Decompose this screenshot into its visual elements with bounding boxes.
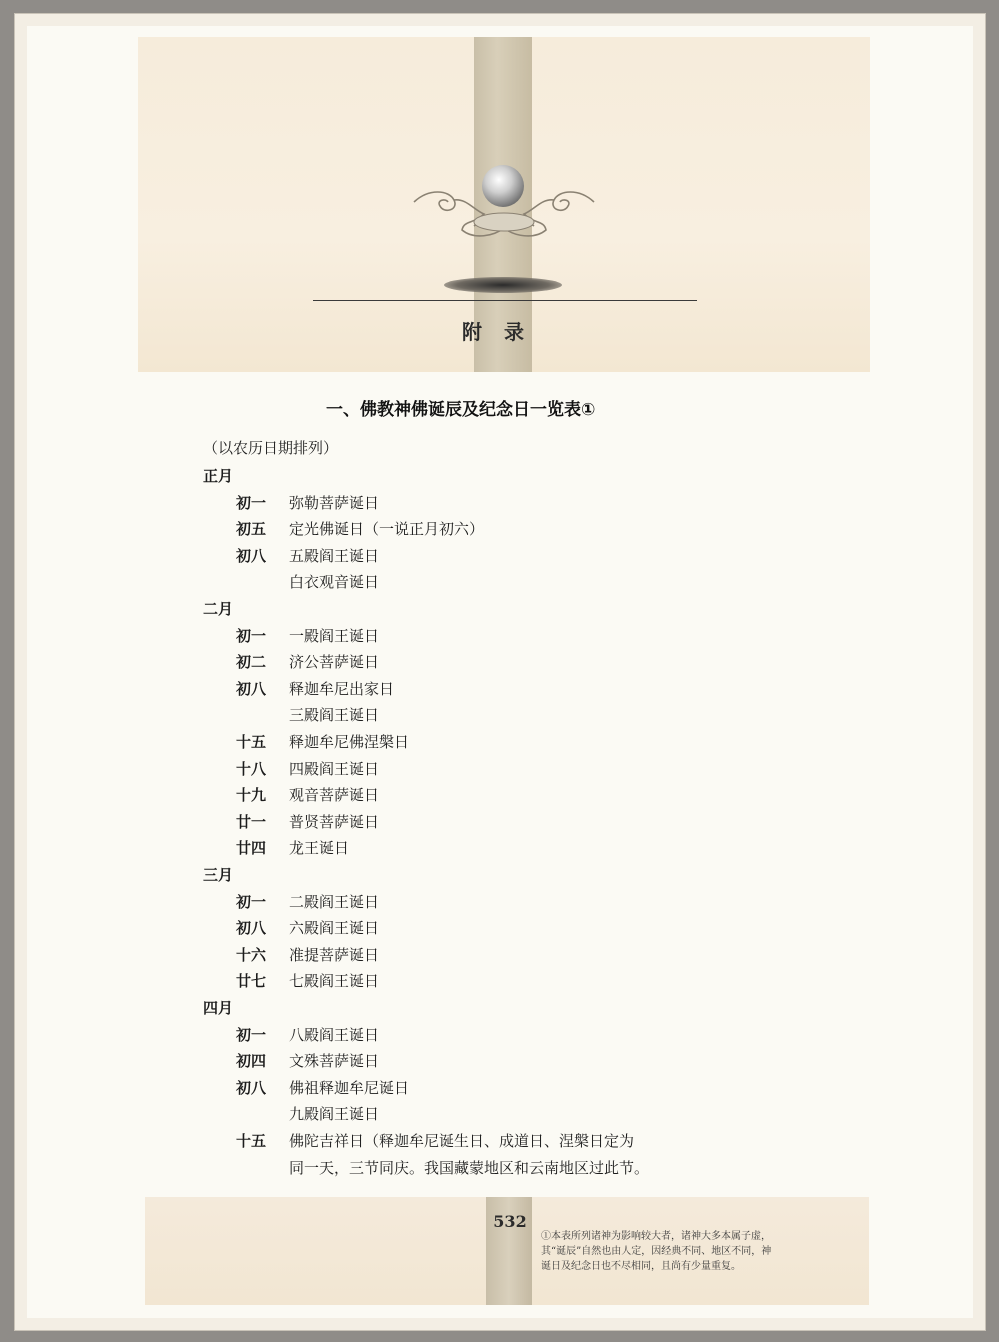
day-label: 十九	[236, 786, 267, 805]
event-text: 五殿阎王诞日	[289, 546, 380, 565]
day-label: 十五	[236, 1132, 267, 1150]
shadow-ellipse	[444, 277, 562, 293]
header-rule	[313, 300, 697, 301]
day-label: 初一	[236, 892, 267, 911]
event-text: 二殿阎王诞日	[289, 892, 380, 911]
day-label: 初八	[236, 919, 267, 938]
event-text: 文殊菩萨诞日	[289, 1052, 380, 1071]
event-text: 六殿阎王诞日	[289, 919, 380, 938]
month-heading: 正月	[203, 467, 234, 485]
footnote-line: 诞日及纪念日也不尽相同，且尚有少量重复。	[541, 1261, 741, 1272]
day-label: 初一	[236, 1025, 267, 1044]
event-text: 普贤菩萨诞日	[289, 812, 380, 831]
event-text: 七殿阎王诞日	[289, 972, 380, 991]
day-label: 初一	[236, 626, 267, 645]
day-label: 初五	[236, 520, 267, 539]
day-label: 初四	[236, 1052, 267, 1071]
event-text: 济公菩萨诞日	[289, 653, 380, 672]
day-label: 十六	[236, 945, 267, 964]
event-text: 准提菩萨诞日	[289, 945, 380, 964]
event-text: 释迦牟尼佛涅槃日	[289, 733, 410, 751]
event-text: 八殿阎王诞日	[289, 1025, 380, 1044]
day-label: 十五	[236, 733, 267, 751]
event-text: 弥勒菩萨诞日	[289, 493, 380, 512]
footnote-line: 其“诞辰”自然也由人定，因经典不同、地区不同，神	[541, 1246, 772, 1257]
day-label: 十八	[236, 759, 267, 778]
day-label: 廿七	[236, 972, 267, 991]
event-text: 九殿阎王诞日	[289, 1105, 380, 1124]
month-heading: 二月	[203, 600, 234, 618]
page-number: 532	[493, 1212, 527, 1231]
month-heading: 三月	[203, 866, 234, 884]
day-label: 初一	[236, 493, 267, 512]
event-text: 观音菩萨诞日	[289, 786, 380, 805]
day-label: 初二	[236, 653, 267, 672]
event-text: 白衣观音诞日	[289, 573, 380, 592]
day-label: 廿一	[236, 812, 267, 831]
event-text: 释迦牟尼出家日	[289, 679, 395, 698]
day-label: 初八	[236, 679, 267, 698]
footnote-line: ①本表所列诸神为影响较大者，诸神大多本属子虚，	[541, 1231, 771, 1242]
event-text: 佛陀吉祥日（释迦牟尼诞生日、成道日、涅槃日定为	[289, 1132, 635, 1150]
pearl-orb-icon	[482, 165, 524, 207]
event-text: 一殿阎王诞日	[289, 626, 380, 645]
sort-note: （以农历日期排列）	[203, 439, 339, 457]
event-text: 三殿阎王诞日	[289, 706, 380, 725]
event-text: 四殿阎王诞日	[289, 759, 380, 778]
event-text: 定光佛诞日（一说正月初六）	[289, 520, 485, 539]
day-label: 廿四	[236, 839, 267, 858]
event-text: 龙王诞日	[289, 839, 350, 858]
day-label: 初八	[236, 546, 267, 565]
month-heading: 四月	[203, 999, 234, 1017]
footnote	[541, 1229, 871, 1274]
event-text: 佛祖释迦牟尼诞日	[289, 1078, 410, 1097]
appendix-title: 附录	[462, 320, 546, 344]
section-title: 一、佛教神佛诞辰及纪念日一览表①	[326, 400, 596, 420]
event-text: 同一天，三节同庆。我国藏蒙地区和云南地区过此节。	[289, 1158, 650, 1177]
day-label: 初八	[236, 1078, 267, 1097]
